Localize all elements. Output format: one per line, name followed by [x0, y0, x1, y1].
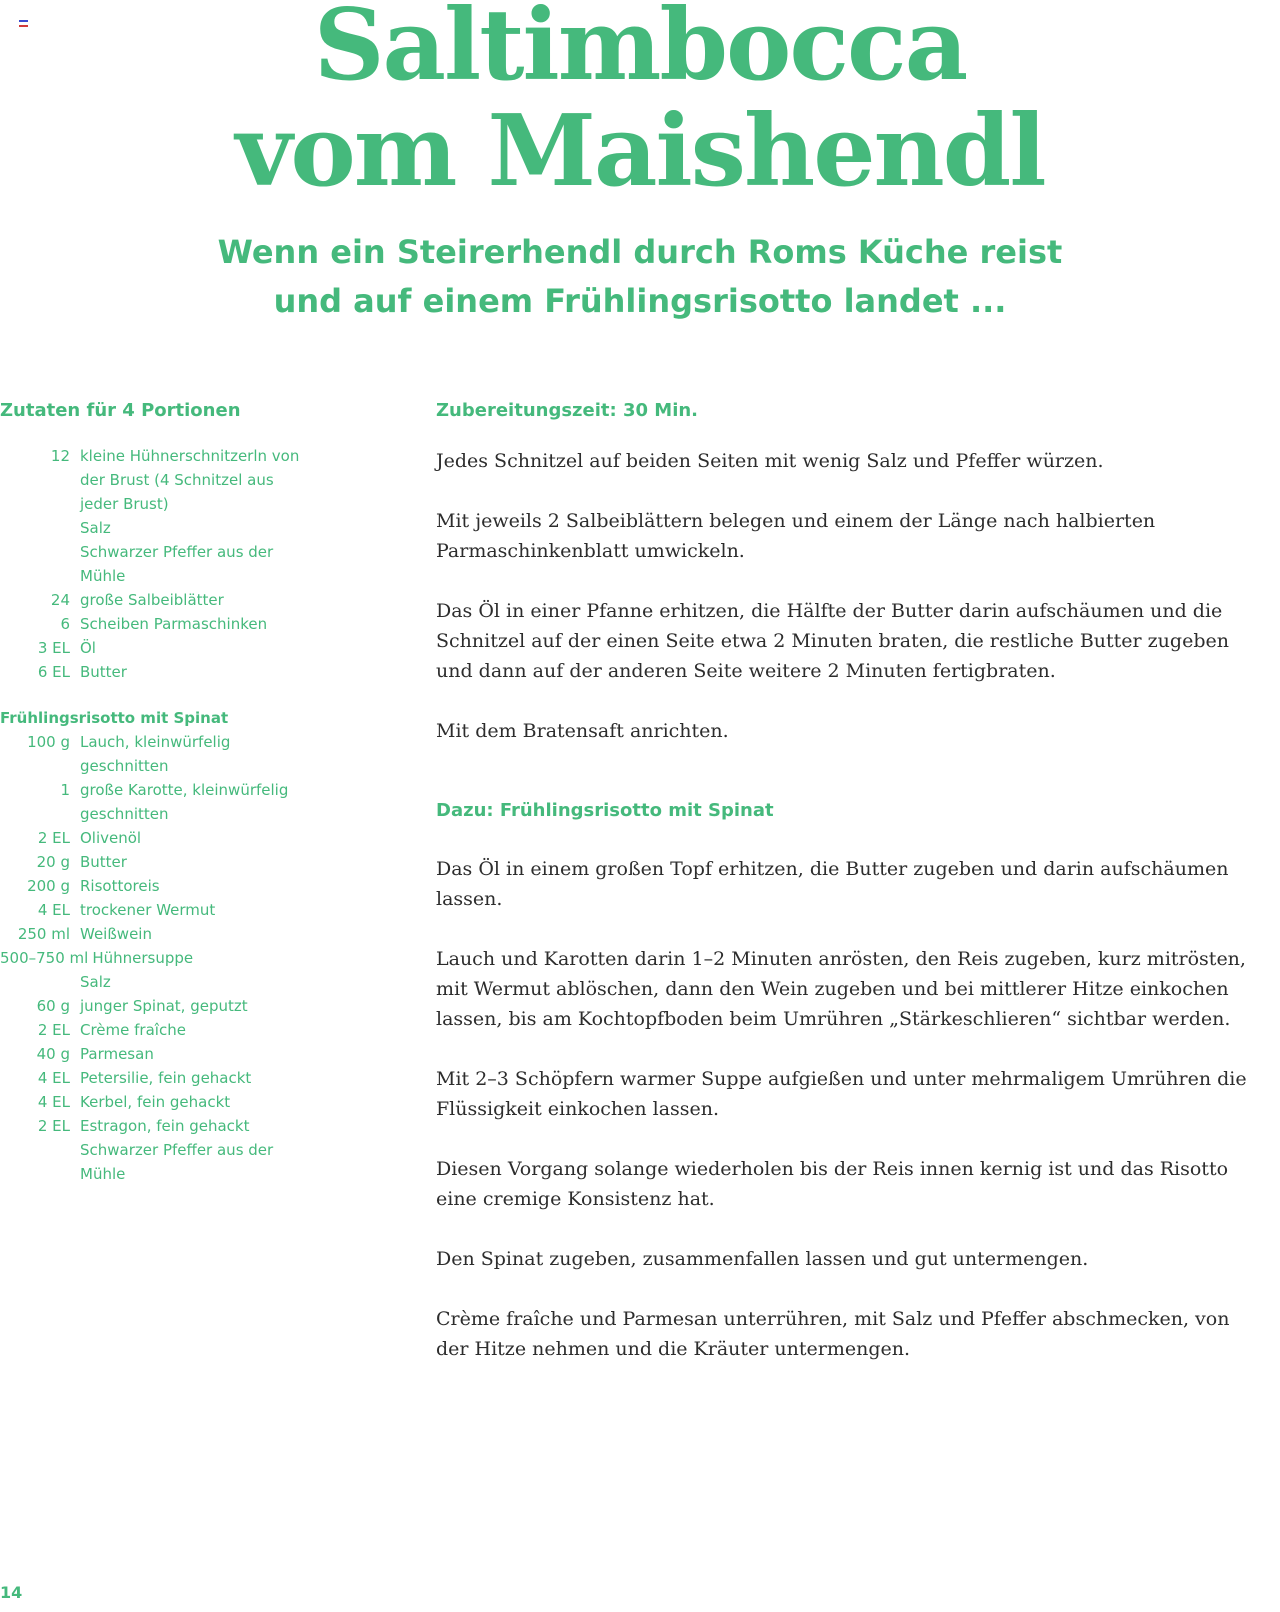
- ingredient-quantity: 6 EL: [37, 663, 70, 681]
- ingredient-quantity: 60 g: [36, 997, 70, 1015]
- ingredient-quantity: 2 EL: [37, 1117, 70, 1135]
- ingredient-name: große Salbeiblätter: [80, 591, 224, 609]
- ingredient-name: Hühnersuppe: [92, 949, 194, 967]
- ingredient-row: [0, 516, 400, 540]
- side-dish-step: Diesen Vorgang solange wiederholen bis der Reis innen kernig ist und das Risotto eine cremige Konsistenz hat.: [436, 1158, 1229, 1210]
- ingredient-name: trockener Wermut: [80, 901, 216, 919]
- ingredient-row: [0, 874, 400, 898]
- ingredient-quantity: 6: [60, 615, 70, 633]
- ingredient-row: [0, 850, 400, 874]
- ingredient-name: Petersilie, fein gehackt: [80, 1069, 252, 1087]
- ingredient-row: [0, 444, 400, 516]
- ingredient-name: Estragon, fein gehackt: [80, 1117, 250, 1135]
- ingredient-quantity: 24: [50, 591, 70, 609]
- ingredient-name: Öl: [80, 639, 96, 657]
- ingredient-quantity: 250 ml: [17, 925, 70, 943]
- ingredients-heading: Zutaten für 4 Portionen: [0, 400, 241, 421]
- ingredient-quantity: 100 g: [27, 733, 70, 751]
- ingredient-name: Scheiben Parmaschinken: [80, 615, 268, 633]
- ingredient-name: kleine Hühnerschnitzerln von der Brust (4 Schnitzel aus jeder Brust): [80, 447, 300, 513]
- ingredient-name: Schwarzer Pfeffer aus der Mühle: [80, 1141, 274, 1183]
- ingredient-quantity: 3 EL: [37, 639, 70, 657]
- ingredient-name: Weißwein: [80, 925, 152, 943]
- ingredient-name: Salz: [80, 973, 111, 991]
- preparation-step: Mit dem Bratensaft anrichten.: [436, 720, 729, 742]
- ingredient-name: Olivenöl: [80, 829, 142, 847]
- ingredients-list-main: [0, 444, 400, 684]
- ingredient-row: [0, 588, 400, 612]
- ingredient-quantity: 4 EL: [37, 1069, 70, 1087]
- ingredient-row: [0, 826, 400, 850]
- ingredient-row: [0, 994, 400, 1018]
- risotto-ingredients-heading: Frühlingsrisotto mit Spinat: [0, 709, 229, 727]
- ingredient-row: [0, 1138, 400, 1186]
- ingredients-list-risotto: [0, 730, 400, 1186]
- side-dish-step: Crème fraîche und Parmesan unterrühren, mit Salz und Pfeffer abschmecken, von der Hitze nehmen und die Kräuter untermengen.: [436, 1308, 1230, 1360]
- side-dish-step: Das Öl in einem großen Topf erhitzen, die Butter zugeben und darin aufschäumen lassen.: [436, 858, 1229, 910]
- ingredient-row: [0, 778, 400, 826]
- preparation-step: Mit jeweils 2 Salbeiblättern belegen und einem der Länge nach halbierten Parmaschinkenblatt umwickeln.: [436, 510, 1156, 562]
- ingredient-row: [0, 660, 400, 684]
- ingredient-row: [0, 970, 400, 994]
- ingredient-quantity: 500–750 ml: [0, 949, 89, 967]
- ingredient-name: große Karotte, kleinwürfelig geschnitten: [80, 781, 289, 823]
- side-dish-step: Den Spinat zugeben, zusammenfallen lassen und gut untermengen.: [436, 1248, 1089, 1270]
- side-dish-heading: Dazu: Frühlingsrisotto mit Spinat: [436, 800, 774, 821]
- ingredient-quantity: 20 g: [36, 853, 70, 871]
- ingredient-name: Parmesan: [80, 1045, 154, 1063]
- recipe-title-line2: vom Maishendl: [235, 94, 1045, 209]
- ingredient-row: [0, 540, 400, 588]
- ingredient-row: [0, 1090, 400, 1114]
- ingredients-column: [0, 398, 400, 1186]
- side-dish-steps: [436, 854, 1266, 1364]
- preparation-time: Zubereitungszeit: 30 Min.: [436, 400, 699, 421]
- ingredient-name: Butter: [80, 853, 127, 871]
- ingredient-name: Salz: [80, 519, 111, 537]
- side-dish-step: Lauch und Karotten darin 1–2 Minuten anrösten, den Reis zugeben, kurz mitrösten, mit Wermut ablöschen, dann den Wein zugeben und bei mittlerer Hitze einkochen lassen, bis am Kochtopfboden beim Umrühren „Stärkeschlieren“ sichtbar werden.: [436, 948, 1246, 1030]
- side-dish-step: Mit 2–3 Schöpfern warmer Suppe aufgießen und unter mehrmaligem Umrühren die Flüssigkeit einkochen lassen.: [436, 1068, 1247, 1120]
- ingredient-row: [0, 946, 400, 970]
- ingredient-row: [0, 922, 400, 946]
- ingredient-name: Crème fraîche: [80, 1021, 186, 1039]
- ingredient-row: [0, 636, 400, 660]
- ingredient-name: Lauch, kleinwürfelig geschnitten: [80, 733, 231, 775]
- ingredient-row: [0, 1114, 400, 1138]
- ingredient-row: [0, 1042, 400, 1066]
- preparation-step: Jedes Schnitzel auf beiden Seiten mit wenig Salz und Pfeffer würzen.: [436, 450, 1104, 472]
- ingredient-row: [0, 1066, 400, 1090]
- ingredient-name: Schwarzer Pfeffer aus der Mühle: [80, 543, 274, 585]
- ingredient-name: Risottoreis: [80, 877, 160, 895]
- recipe-subtitle-line2: und auf einem Frühlingsrisotto landet ...: [273, 282, 1007, 320]
- ingredient-row: [0, 612, 400, 636]
- ingredient-row: [0, 1018, 400, 1042]
- preparation-steps: [436, 446, 1266, 746]
- ingredient-quantity: 4 EL: [37, 901, 70, 919]
- ingredient-row: [0, 730, 400, 778]
- ingredient-quantity: 1: [60, 781, 70, 799]
- ingredient-quantity: 2 EL: [37, 1021, 70, 1039]
- ingredient-row: [0, 898, 400, 922]
- preparation-step: Das Öl in einer Pfanne erhitzen, die Hälfte der Butter darin aufschäumen und die Schnitzel auf der einen Seite etwa 2 Minuten braten, die restliche Butter zugeben und dann auf der anderen Seite weitere 2 Minuten fertigbraten.: [436, 600, 1229, 682]
- ingredient-name: junger Spinat, geputzt: [80, 997, 248, 1015]
- ingredient-name: Kerbel, fein gehackt: [80, 1093, 231, 1111]
- ingredient-quantity: 12: [50, 447, 70, 465]
- ingredient-quantity: 40 g: [36, 1045, 70, 1063]
- page-number: 14: [0, 1583, 23, 1602]
- ingredient-quantity: 200 g: [27, 877, 70, 895]
- ingredient-name: Butter: [80, 663, 127, 681]
- recipe-subtitle-line1: Wenn ein Steirerhendl durch Roms Küche reist: [217, 233, 1063, 271]
- recipe-title-line1: Saltimbocca: [313, 0, 967, 103]
- ingredient-quantity: 4 EL: [37, 1093, 70, 1111]
- preparation-column: [436, 398, 1266, 1394]
- ingredient-quantity: 2 EL: [37, 829, 70, 847]
